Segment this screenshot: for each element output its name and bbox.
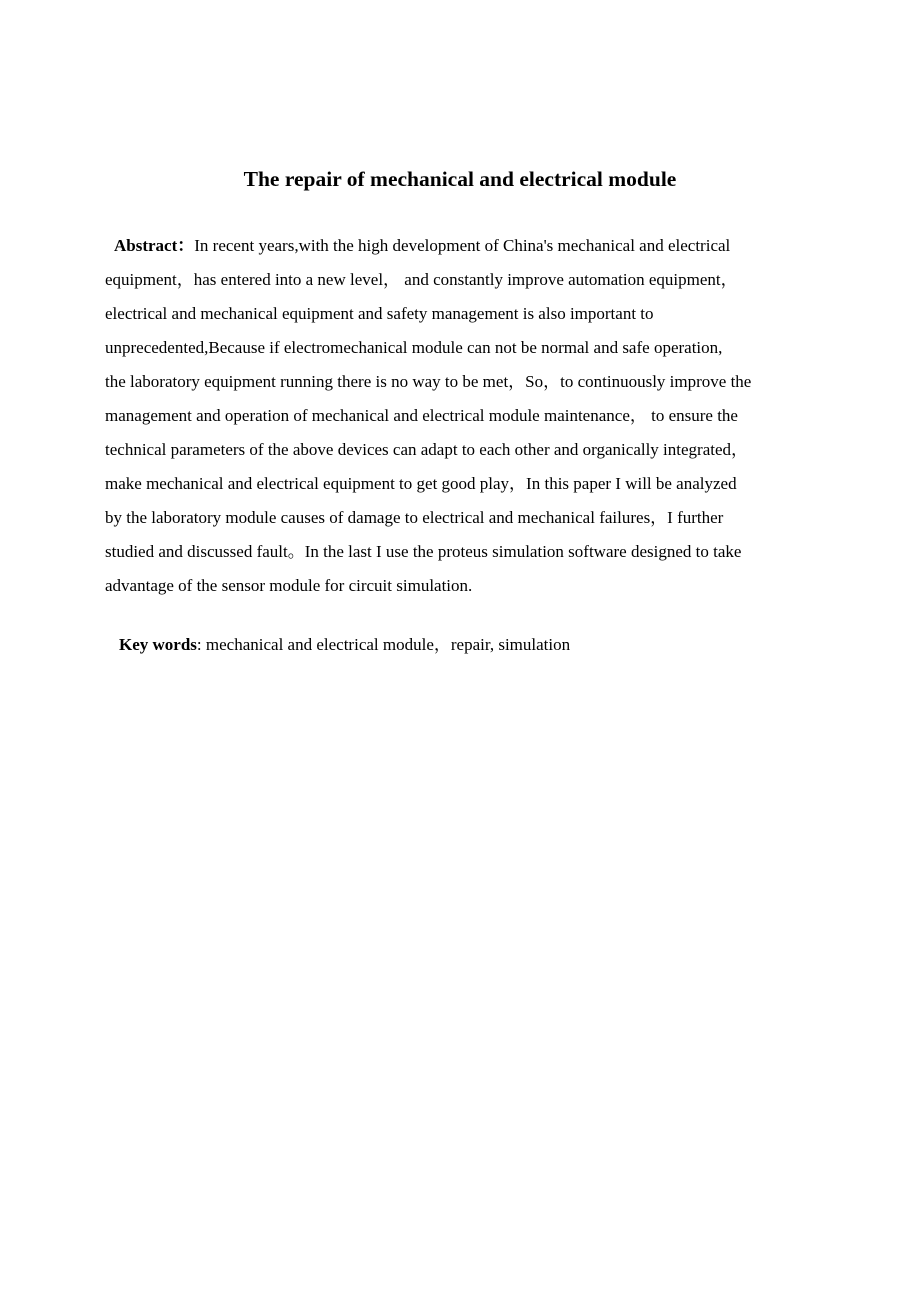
abstract-text-1: In recent years,with the high development of China's mechanical and electrical	[194, 236, 731, 255]
paper-title: The repair of mechanical and electrical module	[243, 167, 677, 191]
abstract-label: Abstract：	[114, 236, 195, 255]
abstract-line-2: equipment，has entered into a new level， and constantly improve automation equipment，	[105, 270, 738, 289]
keywords-line	[119, 628, 570, 662]
abstract-line-7: technical parameters of the above devices can adapt to each other and organically integrated，	[105, 440, 749, 459]
abstract-line-1	[105, 229, 805, 263]
abstract-line-9: by the laboratory module causes of damage to electrical and mechanical failures，I further	[105, 508, 724, 527]
abstract-line-10: studied and discussed fault。In the last I use the proteus simulation software designed to take	[105, 542, 742, 561]
keywords-label: Key words	[119, 635, 197, 654]
keywords-text: mechanical and electrical module，repair, simulation	[205, 635, 571, 654]
abstract-line-3: electrical and mechanical equipment and safety management is also important to	[105, 304, 654, 323]
abstract-line-4: unprecedented,Because if electromechanical module can not be normal and safe operation,	[105, 338, 723, 357]
abstract-line-11: advantage of the sensor module for circuit simulation.	[105, 576, 473, 595]
keywords-separator: :	[196, 635, 202, 654]
abstract-line-6: management and operation of mechanical and electrical module maintenance， to ensure the	[105, 406, 738, 425]
abstract-paragraph	[105, 229, 805, 603]
abstract-line-5: the laboratory equipment running there is no way to be met，So，to continuously improve the	[105, 372, 752, 391]
abstract-line-8: make mechanical and electrical equipment to get good play，In this paper I will be analyzed	[105, 474, 737, 493]
